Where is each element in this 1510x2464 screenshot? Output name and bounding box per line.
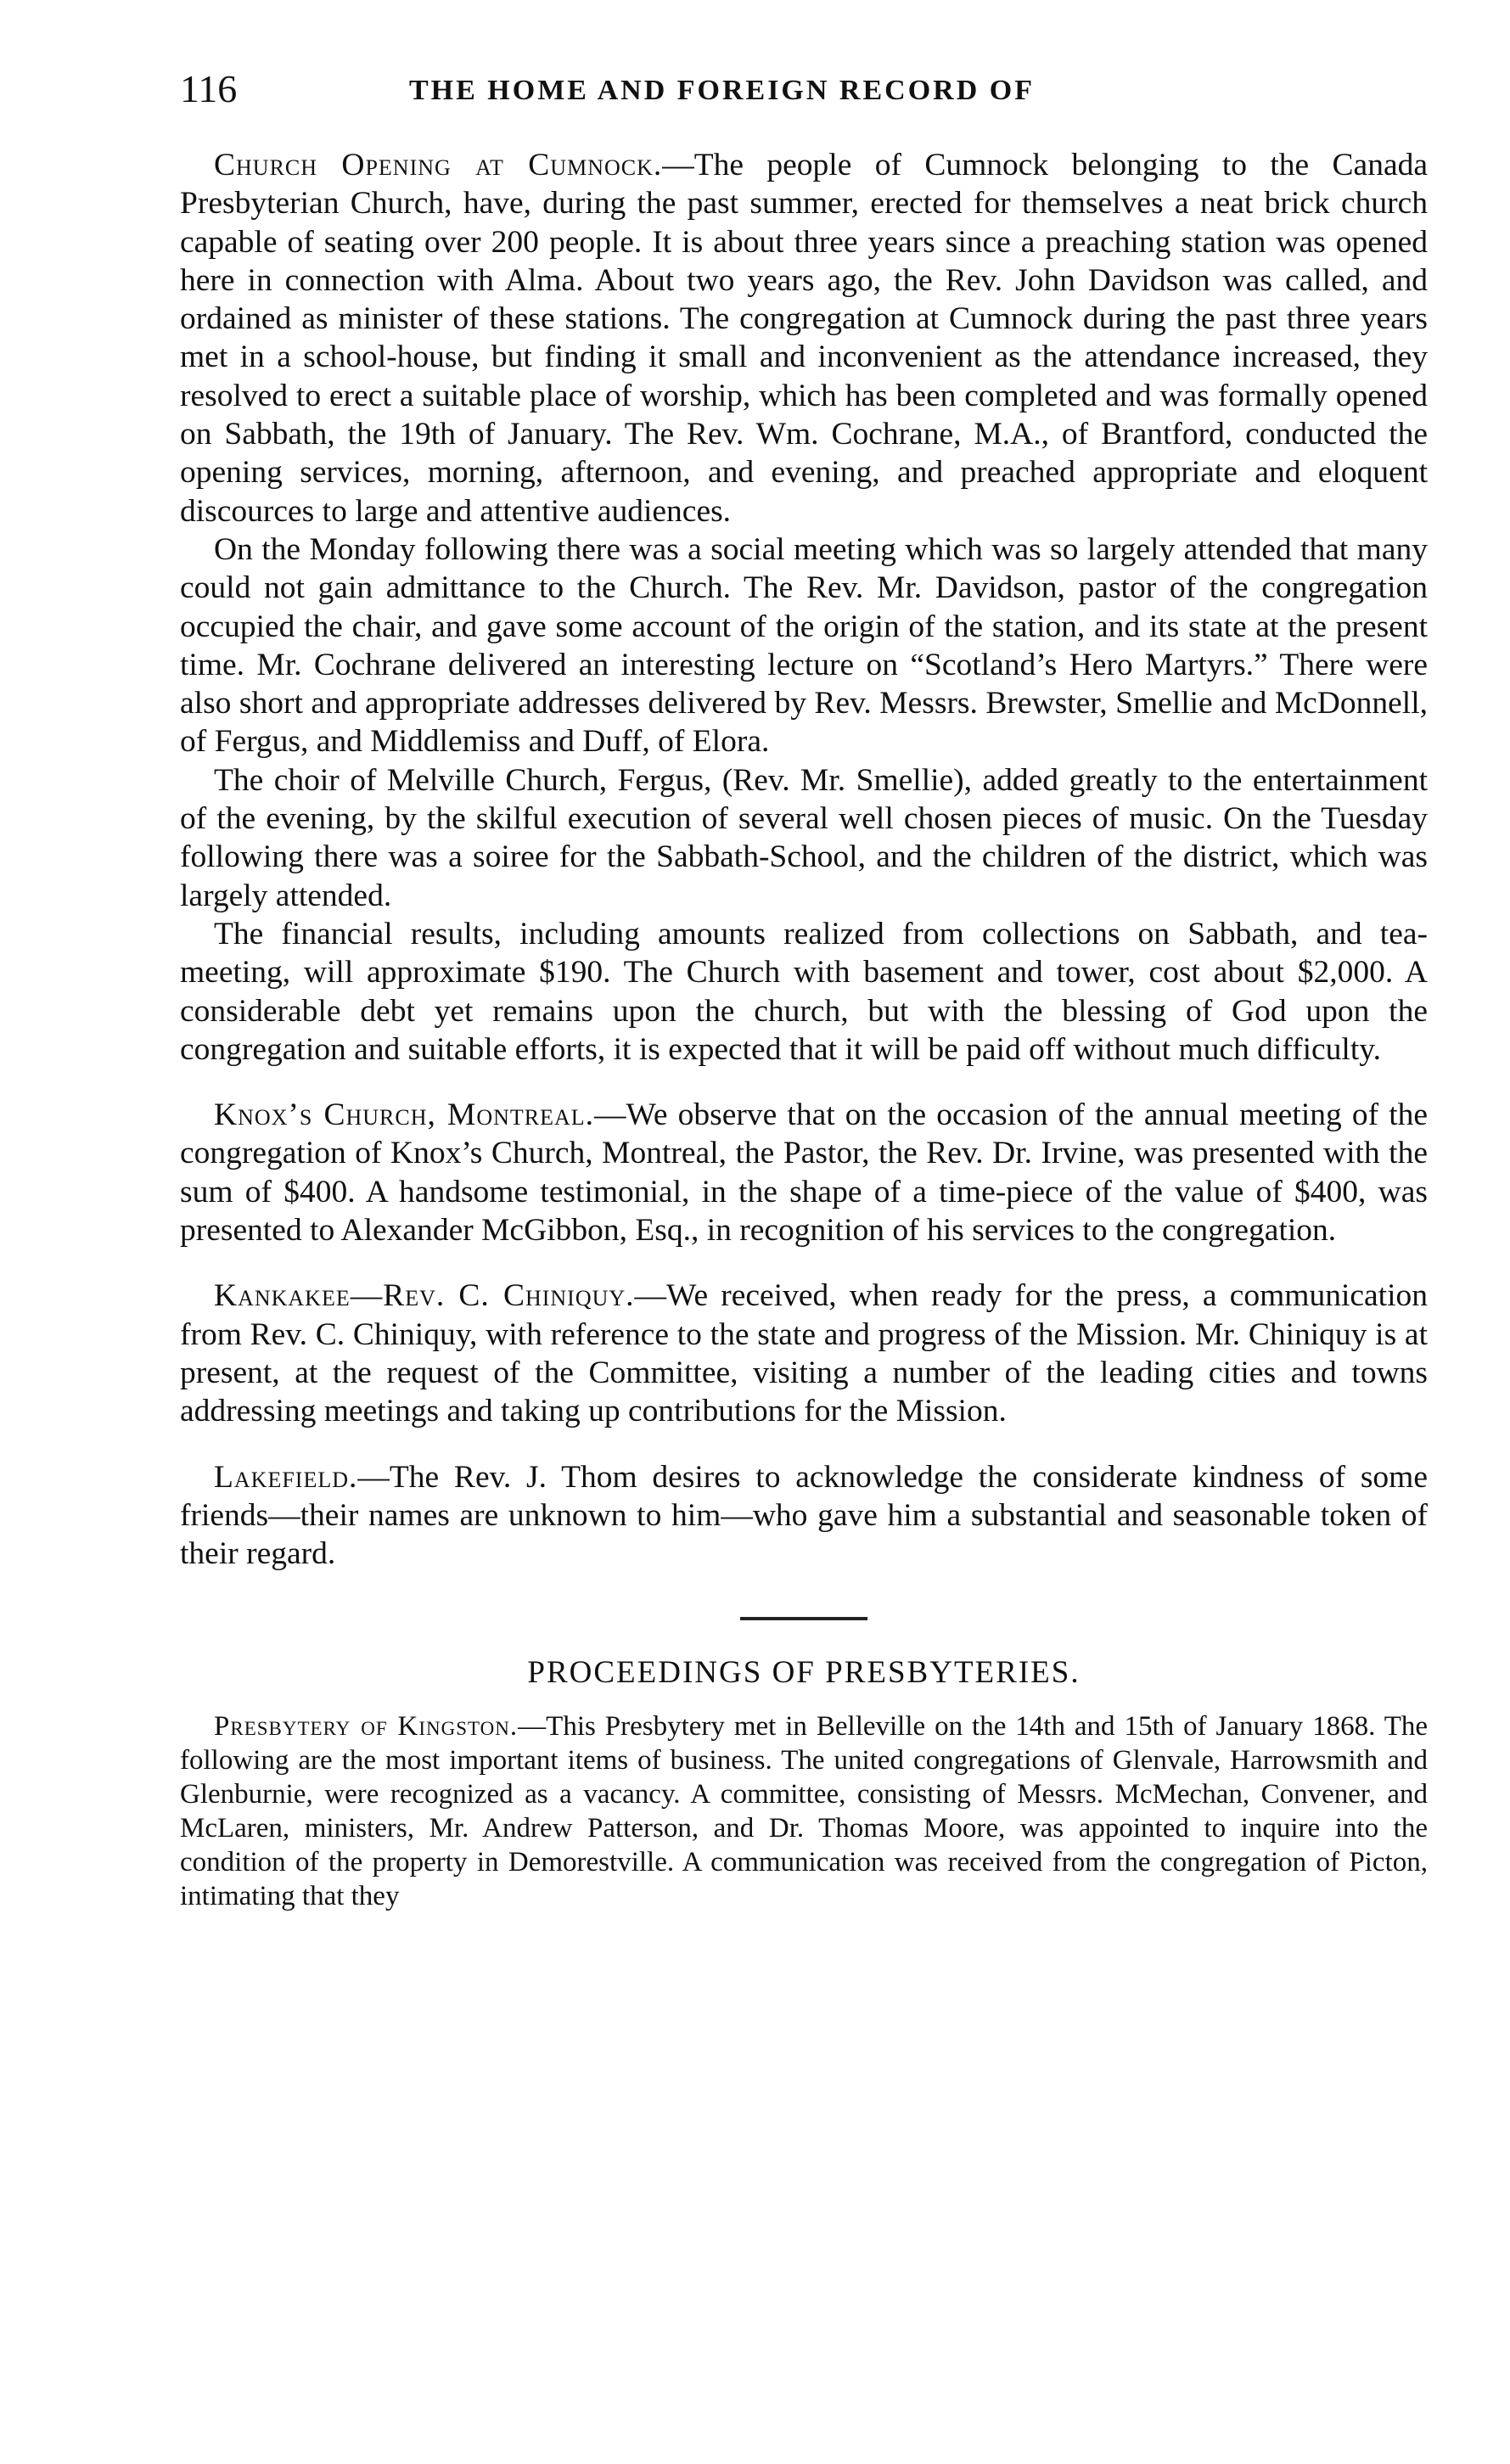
page-body [180,146,1428,1913]
article-paragraph [180,1458,1428,1574]
article-heading: Knox’s Church, Montreal. [214,1097,595,1133]
article-paragraph [180,1096,1428,1249]
running-title: THE HOME AND FOREIGN RECORD OF [409,75,1035,106]
article-text: —We observe that on the occasion of the annual meeting of the congregation of Knox’s Church, Montreal, the Pastor, the Rev. Dr. Irvine, was presented with the sum of $400. A handsome testimonial, in the shape of a time-piece of the value of $400, was presented to Alexander McGibbon, Esq., in recognition of his services to the congregation. [180,1097,1429,1249]
section-divider [740,1617,867,1620]
article-paragraph [180,1277,1428,1430]
presbyteries-heading: PROCEEDINGS OF PRESBYTERIES. [527,1655,1081,1691]
article-text: —The Rev. J. Thom desires to acknowledge the considerate kindness of some friends—their names are unknown to him—who gave him a substantial and seasonable token of their regard. [180,1459,1428,1572]
presbytery-paragraph [180,1709,1428,1913]
article-text: —The people of Cumnock belonging to the Canada Presbyterian Church, have, during the past summer, erected for themselves a neat brick church capable of seating over 200 people. It is about three years since a preaching station was opened here in connection with Alma. About two years ago, the Rev. John Davidson was called, and ordained as minister of these stations. The congregation at Cumnock during the past three years met in a school-house, but finding it small and inconvenient as the attendance increased, they resolved to erect a suitable place of worship, which has been completed and was formally opened on Sabbath, the 19th of January. The Rev. Wm. Cochrane, M.A., of Brantford, conducted the opening services, morning, afternoon, and evening, and preached appropriate and eloquent discources to large and attentive audiences. [180,148,1428,529]
presbytery-text: —This Presbytery met in Belleville on the 14th and 15th of January 1868. The following are the most important items of business. The united congregations of Glenvale, Harrowsmith and Glenburnie, were recognized as a vacancy. A committee, consisting of Messrs. McMechan, Convener, and McLaren, ministers, Mr. Andrew Patterson, and Dr. Thomas Moore, was appointed to inquire into the condition of the property in Demorestville. A communication was received from the congregation of Picton, intimating that they [180,1711,1428,1912]
presbyteries-section [180,1709,1428,1913]
article-paragraph: The financial results, including amounts realized from collections on Sabbath, and tea-meeting, will approximate $190. The Church with basement and tower, cost about $2,000. A considerable debt yet remains upon the church, but with the blessing of God upon the congregation and suitable efforts, it is expected that it will be paid off without much difficulty. [180,916,1428,1067]
page-number: 116 [180,67,238,110]
article-paragraph [180,146,1428,530]
article-heading: Church Opening at Cumnock. [214,148,663,182]
news-items [180,146,1428,1573]
article-text: —We received, when ready for the press, a communication from Rev. C. Chiniquy, with reference to the state and progress of the Mission. Mr. Chiniquy is at present, at the request of the Committee, visiting a number of the leading cities and towns addressing meetings and taking up contributions for the Mission. [180,1278,1428,1429]
article-paragraph: The choir of Melville Church, Fergus, (Rev. Mr. Smellie), added greatly to the entertainment of the evening, by the skilful execution of several well chosen pieces of music. On the Tuesday following there was a soiree for the Sabbath-School, and the children of the district, which was largely attended. [180,762,1428,913]
article-paragraph: On the Monday following there was a social meeting which was so largely attended that many could not gain admittance to the Church. The Rev. Mr. Davidson, pastor of the congregation occupied the chair, and gave some account of the origin of the station, and its state at the present time. Mr. Cochrane delivered an interesting lecture on “Scotland’s Hero Martyrs.” There were also short and appropriate addresses delivered by Rev. Messrs. Brewster, Smellie and McDonnell, of Fergus, and Middlemiss and Duff, of Elora. [180,531,1428,760]
presbytery-subheading: Presbytery of Kingston. [214,1711,519,1743]
article-heading: Lakefield. [214,1459,358,1495]
article-heading: Kankakee—Rev. C. Chiniquy. [214,1278,635,1314]
page-header [180,66,1428,126]
